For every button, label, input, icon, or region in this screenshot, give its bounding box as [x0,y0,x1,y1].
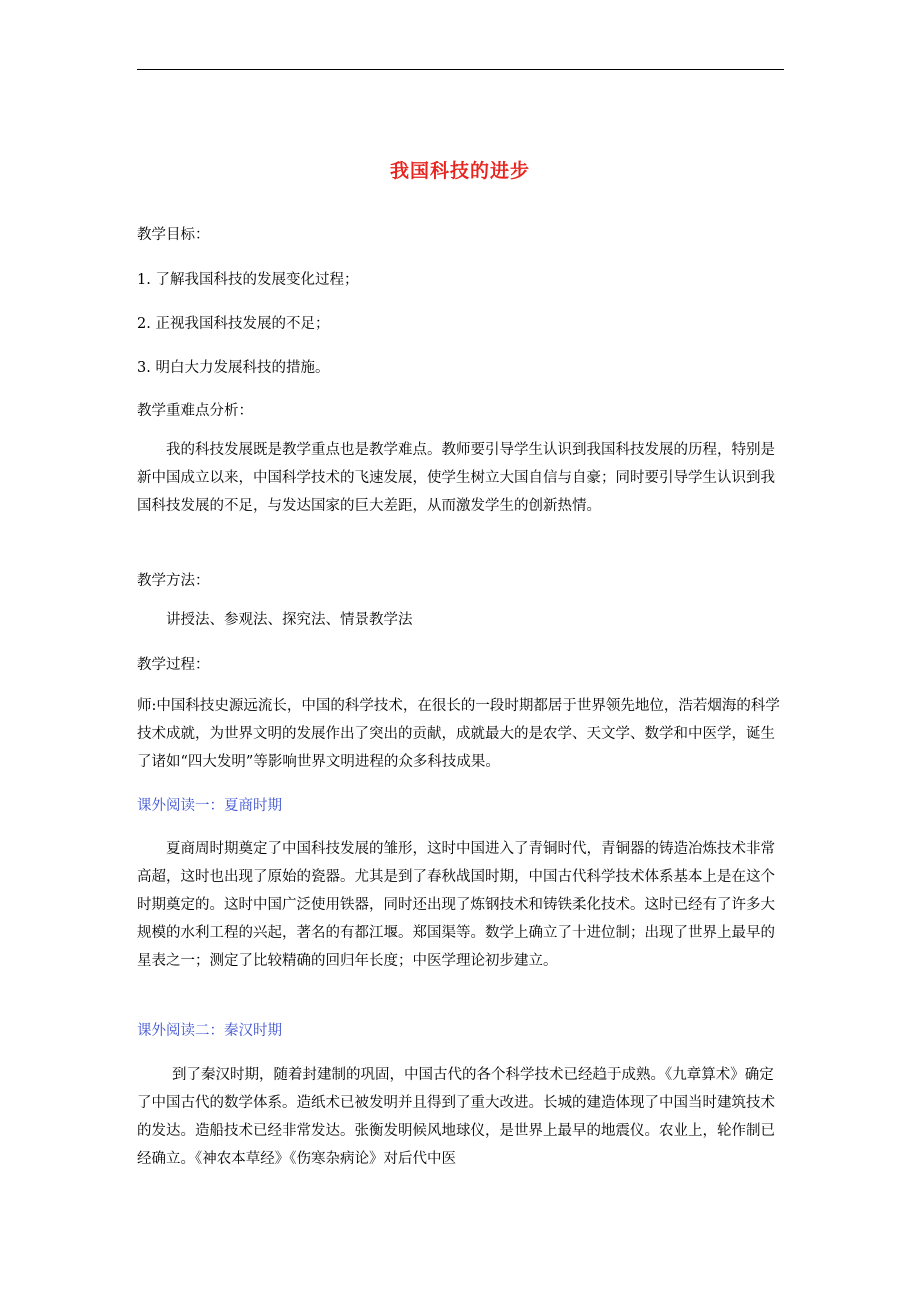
reading-2-paragraph: 到了秦汉时期，随着封建制的巩固，中国古代的各个科学技术已经趋于成熟。《九章算术》确定了中国古代的数学体系。造纸术已被发明并且得到了重大改进。长城的建造体现了中国当时建筑技术的发达。造船技术已经非常发达。张衡发明候风地球仪，是世界上最早的地震仪。农业上，轮作制已经确立。《神农本草经》《伤寒杂病论》对后代中医 [137,1067,775,1167]
goal-item-3: 3. 明白大力发展科技的措施。 [137,360,330,376]
goals-heading: 教学目标： [137,227,210,243]
process-heading: 教学过程： [137,657,210,673]
header-rule [137,69,784,70]
goal-item-2: 2. 正视我国科技发展的不足； [137,316,330,332]
key-points-paragraph: 我的科技发展既是教学重点也是教学难点。教师要引导学生认识到我国科技发展的历程，特别是新中国成立以来，中国科学技术的飞速发展，使学生树立大国自信与自豪；同时要引导学生认识到我国科技发展的不足，与发达国家的巨大差距，从而激发学生的创新热情。 [137,442,775,514]
reading-1-paragraph: 夏商周时期奠定了中国科技发展的雏形，这时中国进入了青铜时代，青铜器的铸造冶炼技术非常高超，这时也出现了原始的瓷器。尤其是到了春秋战国时期，中国古代科学技术体系基本上是在这个时期奠定的。这时中国广泛使用铁器，同时还出现了炼钢技术和铸铁柔化技术。这时已经有了许多大规模的水利工程的兴起，著名的有都江堰。郑国渠等。数学上确立了十进位制；出现了世界上最早的星表之一；测定了比较精确的回归年长度；中医学理论初步建立。 [137,841,775,969]
page-title: 我国科技的进步 [389,160,530,182]
goal-item-1: 1. 了解我国科技的发展变化过程； [137,272,359,288]
process-paragraph: 师:中国科技史源远流长，中国的科学技术，在很长的一段时期都居于世界领先地位，浩若烟海的科学技术成就，为世界文明的发展作出了突出的贡献，成就最大的是农学、天文学、数学和中医学，诞生了诸如“四大发明”等影响世界文明进程的众多科技成果。 [137,698,780,770]
reading-2-heading: 课外阅读二：秦汉时期 [137,1023,282,1039]
methods-heading: 教学方法： [137,573,210,589]
reading-1-heading: 课外阅读一：夏商时期 [137,798,282,814]
methods-paragraph: 讲授法、参观法、探究法、情景教学法 [166,612,413,628]
key-points-heading: 教学重难点分析： [137,403,253,419]
